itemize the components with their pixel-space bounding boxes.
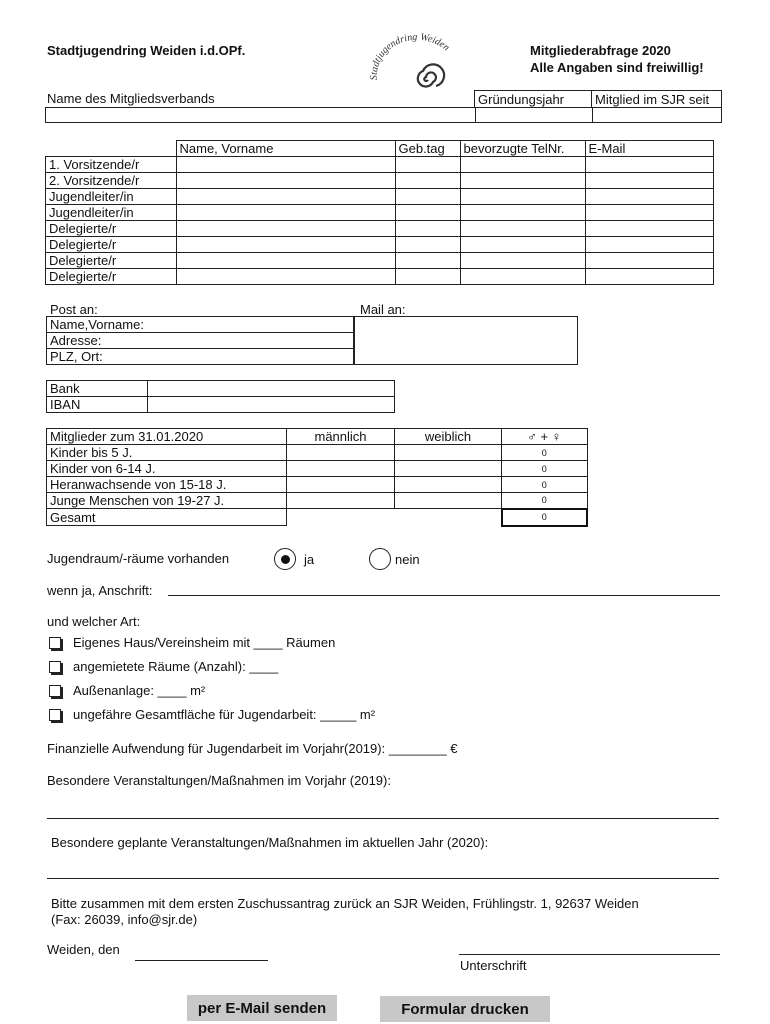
officer-birthday-field[interactable]: [395, 253, 460, 269]
officer-role: 2. Vorsitzende/r: [46, 173, 177, 189]
male-field[interactable]: [287, 493, 395, 509]
officer-birthday-field[interactable]: [395, 189, 460, 205]
members-row-label: Kinder von 6-14 J.: [47, 461, 287, 477]
radio-yes-label: ja: [304, 551, 315, 567]
female-field[interactable]: [395, 493, 502, 509]
post-label: Post an:: [50, 302, 98, 317]
spiral-icon: [418, 64, 444, 86]
iban-label: IBAN: [47, 397, 148, 413]
col-male: männlich: [287, 429, 395, 445]
future-events-label: Besondere geplante Veranstaltungen/Maßnahmen im aktuellen Jahr (2020):: [51, 835, 489, 850]
date-line[interactable]: [135, 960, 268, 961]
checkbox-icon[interactable]: [49, 709, 61, 721]
officer-phone-field[interactable]: [460, 237, 585, 253]
option-outdoor[interactable]: [49, 683, 205, 698]
officer-email-field[interactable]: [585, 221, 714, 237]
col-email: E-Mail: [585, 141, 714, 157]
officer-role: Delegierte/r: [46, 237, 177, 253]
radio-yes[interactable]: [274, 548, 314, 570]
officer-role: Jugendleiter/in: [46, 189, 177, 205]
past-events-line[interactable]: [47, 818, 719, 819]
option-own-house[interactable]: [49, 635, 335, 650]
officer-birthday-field[interactable]: [395, 221, 460, 237]
officer-name-field[interactable]: [176, 157, 395, 173]
address-line[interactable]: [168, 595, 720, 596]
place-label: Weiden, den: [47, 942, 120, 957]
male-field[interactable]: [287, 477, 395, 493]
total-value: 0: [502, 445, 588, 461]
officer-name-field[interactable]: [176, 237, 395, 253]
officer-phone-field[interactable]: [460, 173, 585, 189]
return-note: Bitte zusammen mit dem ersten Zuschussantrag zurück an SJR Weiden, Frühlingstr. 1, 92637 Weiden: [51, 896, 639, 911]
option-total-area[interactable]: [49, 707, 375, 722]
checkbox-icon[interactable]: [49, 685, 61, 697]
room-type-label: und welcher Art:: [47, 614, 141, 629]
members-table: [46, 428, 588, 527]
officer-name-field[interactable]: [176, 205, 395, 221]
form-subtitle: Alle Angaben sind freiwillig!: [530, 60, 704, 75]
verband-header-table: [474, 90, 722, 108]
mail-label: Mail an:: [360, 302, 406, 317]
officer-birthday-field[interactable]: [395, 173, 460, 189]
officer-phone-field[interactable]: [460, 253, 585, 269]
officer-role: 1. Vorsitzende/r: [46, 157, 177, 173]
sjr-logo: [365, 30, 465, 100]
officer-role: Delegierte/r: [46, 269, 177, 285]
officer-email-field[interactable]: [585, 157, 714, 173]
address-label: wenn ja, Anschrift:: [47, 583, 153, 598]
officer-role: Jugendleiter/in: [46, 205, 177, 221]
col-phone: bevorzugte TelNr.: [460, 141, 585, 157]
option-label: angemietete Räume (Anzahl): ____: [73, 659, 279, 674]
officer-birthday-field[interactable]: [395, 237, 460, 253]
option-label: ungefähre Gesamtfläche für Jugendarbeit: _____ m²: [73, 707, 376, 722]
bank-label: Bank: [47, 381, 148, 397]
finance-row: [47, 741, 458, 756]
checkbox-icon[interactable]: [49, 637, 61, 649]
officer-name-field[interactable]: [176, 269, 395, 285]
member-since-label: Mitglied im SJR seit: [592, 91, 722, 108]
verband-label: Name des Mitgliedsverbands: [47, 91, 215, 106]
officer-role: Delegierte/r: [46, 221, 177, 237]
officer-email-field[interactable]: [585, 205, 714, 221]
officer-email-field[interactable]: [585, 237, 714, 253]
signature-label: Unterschrift: [460, 958, 527, 973]
col-birthday: Geb.tag: [395, 141, 460, 157]
members-header: Mitglieder zum 31.01.2020: [47, 429, 287, 445]
print-form-button[interactable]: Formular drucken: [380, 996, 550, 1022]
col-total: ♂ + ♀: [502, 429, 588, 445]
members-sum-label: Gesamt: [47, 509, 287, 526]
signature-line[interactable]: [459, 954, 720, 955]
officer-name-field[interactable]: [176, 173, 395, 189]
mail-field[interactable]: [354, 316, 578, 365]
female-field[interactable]: [395, 445, 502, 461]
officer-name-field[interactable]: [176, 221, 395, 237]
option-label: Außenanlage: ____ m²: [73, 683, 206, 698]
svg-text:Stadtjugendring Weiden: [369, 32, 452, 81]
finance-label: Finanzielle Aufwendung für Jugendarbeit im Vorjahr(2019):: [47, 741, 386, 756]
form-title: Mitgliederabfrage 2020: [530, 43, 671, 58]
verband-name-field[interactable]: [46, 108, 476, 123]
verband-input-table: [45, 107, 722, 123]
officer-name-field[interactable]: [176, 189, 395, 205]
radio-yes-icon[interactable]: [274, 548, 296, 570]
radio-no-icon[interactable]: [369, 548, 391, 570]
members-row-label: Junge Menschen von 19-27 J.: [47, 493, 287, 509]
post-row-label[interactable]: Adresse:: [47, 333, 354, 349]
female-field[interactable]: [395, 477, 502, 493]
officer-role: Delegierte/r: [46, 253, 177, 269]
officer-email-field[interactable]: [585, 253, 714, 269]
bank-table: [46, 380, 395, 413]
founded-field[interactable]: [476, 108, 593, 123]
officer-phone-field[interactable]: [460, 157, 585, 173]
officer-phone-field[interactable]: [460, 221, 585, 237]
total-value: 0: [502, 493, 588, 509]
post-row-label[interactable]: PLZ, Ort:: [47, 349, 354, 365]
finance-field[interactable]: ________: [388, 741, 447, 756]
past-events-label: Besondere Veranstaltungen/Maßnahmen im Vorjahr (2019):: [47, 773, 391, 788]
col-name: Name, Vorname: [176, 141, 395, 157]
members-row-label: Heranwachsende von 15-18 J.: [47, 477, 287, 493]
room-question: Jugendraum/-räume vorhanden: [47, 551, 230, 566]
officer-birthday-field[interactable]: [395, 157, 460, 173]
member-since-field[interactable]: [593, 108, 722, 123]
send-email-button[interactable]: per E-Mail senden: [187, 995, 337, 1021]
fax-note: (Fax: 26039, info@sjr.de): [51, 912, 198, 927]
total-value: 0: [502, 461, 588, 477]
post-row-label[interactable]: Name,Vorname:: [47, 317, 354, 333]
male-field[interactable]: [287, 445, 395, 461]
org-name: Stadtjugendring Weiden i.d.OPf.: [47, 43, 246, 58]
col-female: weiblich: [395, 429, 502, 445]
officer-phone-field[interactable]: [460, 269, 585, 285]
officer-email-field[interactable]: [585, 173, 714, 189]
officers-table: [45, 140, 714, 285]
founded-label: Gründungsjahr: [475, 91, 592, 108]
officer-name-field[interactable]: [176, 253, 395, 269]
iban-field[interactable]: [148, 397, 395, 413]
radio-no[interactable]: [369, 548, 420, 570]
officer-email-field[interactable]: [585, 269, 714, 285]
female-field[interactable]: [395, 461, 502, 477]
logo-text: Stadtjugendring Weiden: [368, 31, 452, 81]
total-value: 0: [502, 477, 588, 493]
officer-birthday-field[interactable]: [395, 205, 460, 221]
officer-phone-field[interactable]: [460, 189, 585, 205]
radio-no-label: nein: [395, 551, 420, 567]
option-label: Eigenes Haus/Vereinsheim mit ____ Räumen: [73, 635, 336, 650]
option-rented[interactable]: [49, 659, 278, 674]
post-table: [46, 316, 354, 365]
members-row-label: Kinder bis 5 J.: [47, 445, 287, 461]
male-field[interactable]: [287, 461, 395, 477]
officer-email-field[interactable]: [585, 189, 714, 205]
checkbox-icon[interactable]: [49, 661, 61, 673]
officer-phone-field[interactable]: [460, 205, 585, 221]
sum-total-value: 0: [502, 509, 588, 526]
officer-birthday-field[interactable]: [395, 269, 460, 285]
future-events-line[interactable]: [47, 878, 719, 879]
currency-symbol: €: [450, 741, 458, 756]
bank-field[interactable]: [148, 381, 395, 397]
